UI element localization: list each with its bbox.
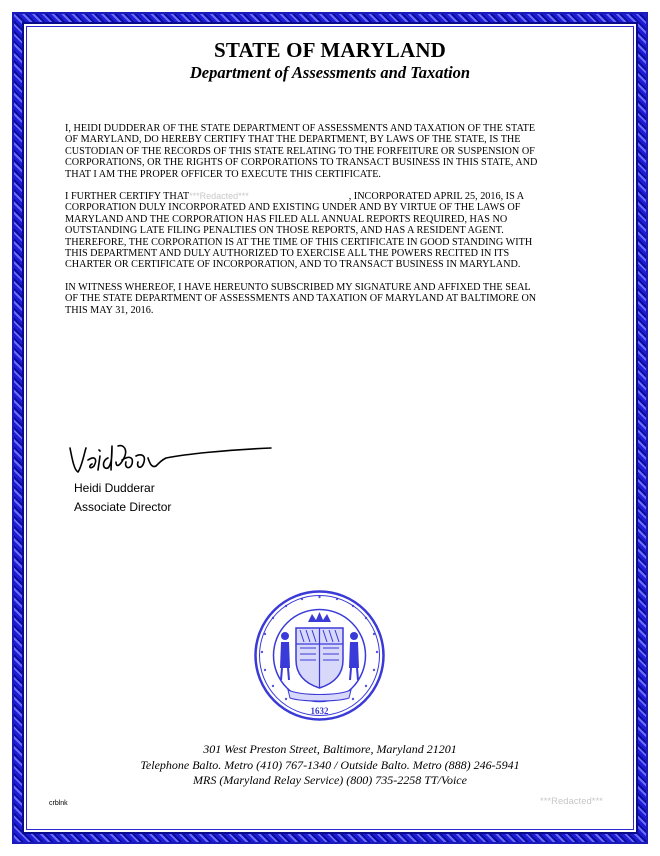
footer-relay-service: MRS (Maryland Relay Service) (800) 735-2258 TT/Voice	[193, 773, 467, 787]
document-code: crblnk	[49, 800, 68, 807]
footer-contact	[0, 742, 660, 789]
department-subtitle: Department of Assessments and Taxation	[189, 63, 471, 82]
signatory-title: Associate Director	[74, 500, 172, 514]
witness-paragraph: IN WITNESS WHEREOF, I HAVE HEREUNTO SUBSCRIBED MY SIGNATURE AND AFFIXED THE SEAL OF THE STATE DEPARTMENT OF ASSESSMENTS AND TAXATION OF MARYLAND AT BALTIMORE ON THIS MAY 31, 2016.	[65, 281, 537, 316]
footer-telephone: Telephone Balto. Metro (410) 767-1340 / Outside Balto. Metro (888) 246-5941	[140, 757, 520, 772]
handwritten-signature	[66, 436, 276, 482]
page-title: STATE OF MARYLAND	[213, 38, 447, 62]
footer-address: 301 West Preston Street, Baltimore, Maryland 21201	[203, 742, 457, 756]
certificate-text	[65, 123, 545, 327]
seal-year: 1632	[310, 706, 329, 716]
redacted-entity-name: ***Redacted***	[189, 191, 249, 202]
paragraph-2-rest: , INCORPORATED APRIL 25, 2016, IS A CORPORATION DULY INCORPORATED AND EXISTING UNDER AND BY VIRTUE OF THE LAWS OF MARYLAND AND THE CORPORATION HAS FILED ALL ANNUAL REPORTS REQUIRED, HAS NO OUTSTANDING LATE FILING PENALTIES ON THOSE REPORTS, AND HAS A RESIDENT AGENT. THEREFORE, THE CORPORATION IS AT THE TIME OF THIS CERTIFICATE IN GOOD STANDING WITH THIS DEPARTMENT AND DULY AUTHORIZED TO EXERCISE ALL THE POWERS RECITED IN ITS CHARTER OR CERTIFICATE OF INCORPORATION, AND TO TRANSACT BUSINESS IN MARYLAND.	[65, 191, 533, 271]
certification-paragraph-1: I, HEIDI DUDDERAR OF THE STATE DEPARTMENT OF ASSESSMENTS AND TAXATION OF THE STATE OF MARYLAND, DO HEREBY CERTIFY THAT THE DEPARTMENT, BY LAWS OF THE STATE, IS THE CUSTODIAN OF THE RECORDS OF THIS STATE RELATING TO THE FORFEITURE OR SUSPENSION OF CORPORATIONS, OR THE RIGHTS OF CORPORATIONS TO TRANSACT BUSINESS IN THIS STATE, AND THAT I AM THE PROPER OFFICER TO EXECUTE THIS CERTIFICATE.	[65, 123, 538, 180]
signatory-name: Heidi Dudderar	[74, 481, 155, 495]
footer-redacted-field: ***Redacted***	[540, 796, 603, 807]
paragraph-2-start: I FURTHER CERTIFY THAT	[65, 191, 190, 203]
state-seal-icon	[252, 588, 387, 723]
certification-paragraph-2	[65, 191, 545, 271]
